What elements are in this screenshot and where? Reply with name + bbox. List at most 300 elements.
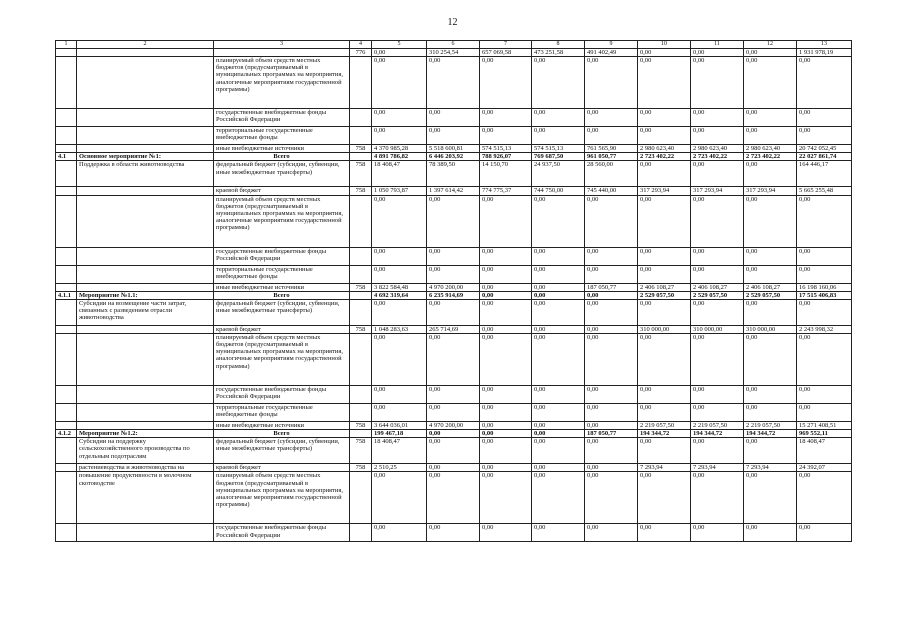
amount-cell: 0,00 [480,247,532,265]
amount-cell: 5 665 255,48 [797,187,852,195]
table-row [56,283,852,291]
amount-cell: 0,00 [638,333,691,385]
amount-cell: 0,00 [532,299,585,325]
budget-code-cell [350,153,372,161]
budget-code-cell [350,57,372,109]
funding-source-cell: Всего [214,291,350,299]
item-number-cell [56,109,77,127]
amount-cell: 0,00 [585,403,638,421]
amount-cell: 0,00 [480,385,532,403]
amount-cell: 0,00 [691,333,744,385]
amount-cell: 0,00 [480,524,532,542]
table-row [56,247,852,265]
amount-cell: 2 406 108,27 [638,283,691,291]
amount-cell: 0,00 [427,403,480,421]
funding-source-cell: государственные внебюджетные фонды Российской Федерации [214,524,350,542]
item-number-cell [56,299,77,325]
item-number-cell [56,57,77,109]
amount-cell: 961 050,77 [585,153,638,161]
amount-cell: 0,00 [532,291,585,299]
amount-cell: 0,00 [532,265,585,283]
total-row [56,430,852,438]
table-row [56,187,852,195]
amount-cell: 0,00 [691,109,744,127]
amount-cell: 0,00 [427,524,480,542]
column-number: 3 [214,41,350,49]
amount-cell: 574 515,13 [532,145,585,153]
amount-cell: 6 235 914,69 [427,291,480,299]
budget-code-cell: 758 [350,325,372,333]
amount-cell: 2 980 623,40 [638,145,691,153]
amount-cell: 0,00 [372,403,427,421]
column-number: 2 [77,41,214,49]
amount-cell: 0,00 [744,161,797,187]
amount-cell: 473 251,58 [532,49,585,57]
amount-cell: 0,00 [691,57,744,109]
column-number: 4 [350,41,372,49]
amount-cell: 0,00 [532,127,585,145]
amount-cell: 0,00 [427,438,480,464]
activity-name-cell [77,109,214,127]
amount-cell: 2 406 108,27 [744,283,797,291]
amount-cell: 574 515,13 [480,145,532,153]
funding-source-cell: федеральный бюджет (субсидии, субвенции, иные межбюджетные трансферты) [214,161,350,187]
amount-cell: 0,00 [744,195,797,247]
item-number-cell: 4.1.1 [56,291,77,299]
amount-cell: 0,00 [427,430,480,438]
activity-name-cell [77,325,214,333]
table-row [56,109,852,127]
activity-name-cell: Поддержка в области животноводства [77,161,214,187]
activity-name-cell: Субсидии на поддержку сельскохозяйственного производства по отдельным подотраслям [77,438,214,464]
amount-cell: 2 406 108,27 [691,283,744,291]
amount-cell: 0,00 [691,472,744,524]
funding-source-cell: иные внебюджетные источники [214,283,350,291]
item-number-cell [56,325,77,333]
amount-cell: 0,00 [691,127,744,145]
budget-code-cell [350,299,372,325]
column-number: 8 [532,41,585,49]
amount-cell: 0,00 [638,127,691,145]
budget-code-cell [350,333,372,385]
table-row [56,299,852,325]
amount-cell: 2 529 057,50 [744,291,797,299]
amount-cell: 0,00 [638,49,691,57]
amount-cell: 0,00 [585,333,638,385]
amount-cell: 18 408,47 [372,161,427,187]
item-number-cell [56,524,77,542]
amount-cell: 2 243 998,32 [797,325,852,333]
amount-cell: 0,00 [372,265,427,283]
activity-name-cell [77,524,214,542]
amount-cell: 0,00 [691,161,744,187]
item-number-cell [56,127,77,145]
amount-cell: 2 723 402,22 [691,153,744,161]
amount-cell: 0,00 [797,524,852,542]
amount-cell: 187 050,77 [585,283,638,291]
amount-cell: 0,00 [427,247,480,265]
amount-cell: 0,00 [532,464,585,472]
amount-cell: 0,00 [744,247,797,265]
amount-cell: 774 775,37 [480,187,532,195]
amount-cell: 0,00 [532,195,585,247]
amount-cell: 2 529 057,50 [691,291,744,299]
amount-cell: 78 389,50 [427,161,480,187]
amount-cell: 0,00 [638,57,691,109]
amount-cell: 0,00 [638,265,691,283]
amount-cell: 0,00 [585,127,638,145]
activity-name-cell [77,49,214,57]
amount-cell: 0,00 [585,109,638,127]
amount-cell: 7 293,94 [638,464,691,472]
amount-cell: 0,00 [480,57,532,109]
budget-code-cell: 758 [350,438,372,464]
item-number-cell: 4.1 [56,153,77,161]
amount-cell: 0,00 [427,299,480,325]
amount-cell: 4 891 786,82 [372,153,427,161]
amount-cell: 0,00 [744,109,797,127]
amount-cell: 744 750,00 [532,187,585,195]
amount-cell: 0,00 [372,57,427,109]
amount-cell: 0,00 [480,127,532,145]
activity-name-cell: повышение продуктивности в молочном скотоводстве [77,472,214,524]
amount-cell: 4 370 985,28 [372,145,427,153]
amount-cell: 0,00 [427,195,480,247]
amount-cell: 0,00 [691,299,744,325]
column-number: 12 [744,41,797,49]
amount-cell: 0,00 [691,438,744,464]
amount-cell: 0,00 [638,385,691,403]
funding-source-cell: Всего [214,430,350,438]
amount-cell: 0,00 [585,265,638,283]
amount-cell: 5 518 600,81 [427,145,480,153]
funding-source-cell: краевой бюджет [214,325,350,333]
amount-cell: 0,00 [480,403,532,421]
activity-name-cell [77,247,214,265]
item-number-cell [56,333,77,385]
funding-source-cell: планируемый объем средств местных бюджетов (предусматриваемый в муниципальных программах на мероприятия, аналогичные мероприятиям государственной программы) [214,195,350,247]
amount-cell: 0,00 [532,247,585,265]
amount-cell: 0,00 [797,57,852,109]
amount-cell: 0,00 [744,265,797,283]
budget-code-cell: 758 [350,464,372,472]
amount-cell: 2 723 402,22 [638,153,691,161]
amount-cell: 0,00 [372,385,427,403]
amount-cell: 0,00 [585,472,638,524]
amount-cell: 0,00 [480,430,532,438]
amount-cell: 18 408,47 [372,438,427,464]
amount-cell: 0,00 [427,385,480,403]
budget-code-cell: 758 [350,161,372,187]
amount-cell: 6 446 203,92 [427,153,480,161]
funding-source-cell: федеральный бюджет (субсидии, субвенции, иные межбюджетные трансферты) [214,299,350,325]
amount-cell: 0,00 [427,265,480,283]
funding-source-cell: государственные внебюджетные фонды Российской Федерации [214,385,350,403]
item-number-cell [56,265,77,283]
amount-cell: 0,00 [480,265,532,283]
amount-cell: 0,00 [638,472,691,524]
amount-cell: 0,00 [480,464,532,472]
item-number-cell [56,464,77,472]
amount-cell: 0,00 [532,57,585,109]
amount-cell: 16 198 160,06 [797,283,852,291]
item-number-cell [56,438,77,464]
amount-cell: 0,00 [797,333,852,385]
amount-cell: 0,00 [427,109,480,127]
funding-source-cell [214,49,350,57]
amount-cell: 310 000,00 [744,325,797,333]
budget-code-cell [350,430,372,438]
budget-code-cell [350,291,372,299]
amount-cell: 0,00 [744,472,797,524]
amount-cell: 0,00 [585,325,638,333]
table-row [56,49,852,57]
column-number: 9 [585,41,638,49]
table-row [56,385,852,403]
item-number-cell: 4.1.2 [56,430,77,438]
funding-source-cell: территориальные государственные внебюджетные фонды [214,403,350,421]
budget-code-cell [350,247,372,265]
funding-source-cell: территориальные государственные внебюджетные фонды [214,265,350,283]
amount-cell: 0,00 [638,161,691,187]
table-row [56,333,852,385]
amount-cell: 199 467,18 [372,430,427,438]
funding-source-cell: федеральный бюджет (субсидии, субвенции, иные межбюджетные трансферты) [214,438,350,464]
amount-cell: 0,00 [691,247,744,265]
activity-name-cell [77,333,214,385]
activity-name-cell [77,403,214,421]
amount-cell: 0,00 [480,291,532,299]
total-row [56,291,852,299]
activity-name-cell [77,385,214,403]
column-number: 5 [372,41,427,49]
amount-cell: 0,00 [797,109,852,127]
amount-cell: 0,00 [797,403,852,421]
amount-cell: 0,00 [585,464,638,472]
item-number-cell [56,145,77,153]
activity-name-cell: растениеводства и животноводства на [77,464,214,472]
amount-cell: 0,00 [427,333,480,385]
amount-cell: 0,00 [532,403,585,421]
budget-code-cell: 758 [350,187,372,195]
table-row [56,265,852,283]
amount-cell: 0,00 [585,247,638,265]
amount-cell: 187 050,77 [585,430,638,438]
amount-cell: 0,00 [372,49,427,57]
amount-cell: 0,00 [797,385,852,403]
budget-code-cell: 758 [350,145,372,153]
budget-code-cell: 776 [350,49,372,57]
budget-code-cell [350,109,372,127]
activity-name-cell: Субсидии на возмещение части затрат, связанных с разведением отрасли животноводства [77,299,214,325]
amount-cell: 0,00 [585,524,638,542]
activity-name-cell [77,421,214,429]
activity-name-cell [77,283,214,291]
amount-cell: 0,00 [480,421,532,429]
amount-cell: 969 552,11 [797,430,852,438]
amount-cell: 0,00 [532,109,585,127]
table-row [56,325,852,333]
amount-cell: 310 254,54 [427,49,480,57]
amount-cell: 0,00 [480,325,532,333]
amount-cell: 0,00 [427,472,480,524]
item-number-cell [56,247,77,265]
amount-cell: 17 515 406,83 [797,291,852,299]
item-number-cell [56,49,77,57]
amount-cell: 0,00 [480,195,532,247]
item-number-cell [56,403,77,421]
amount-cell: 0,00 [532,430,585,438]
amount-cell: 2 510,25 [372,464,427,472]
amount-cell: 0,00 [372,333,427,385]
item-number-cell [56,195,77,247]
budget-code-cell [350,472,372,524]
budget-code-cell [350,524,372,542]
amount-cell: 2 219 057,50 [638,421,691,429]
activity-name-cell: Мероприятие №1.2: [77,430,214,438]
total-row [56,153,852,161]
amount-cell: 769 687,50 [532,153,585,161]
item-number-cell [56,161,77,187]
amount-cell: 0,00 [532,385,585,403]
amount-cell: 0,00 [797,127,852,145]
amount-cell: 0,00 [532,472,585,524]
table-row [56,57,852,109]
amount-cell: 0,00 [372,247,427,265]
amount-cell: 0,00 [797,472,852,524]
budget-table [55,40,852,542]
column-number: 7 [480,41,532,49]
amount-cell: 0,00 [638,299,691,325]
amount-cell: 0,00 [480,283,532,291]
column-number: 13 [797,41,852,49]
amount-cell: 2 529 057,50 [638,291,691,299]
amount-cell: 164 446,17 [797,161,852,187]
amount-cell: 0,00 [372,524,427,542]
amount-cell: 0,00 [797,247,852,265]
amount-cell: 194 344,72 [691,430,744,438]
amount-cell: 0,00 [744,49,797,57]
amount-cell: 0,00 [585,291,638,299]
activity-name-cell [77,187,214,195]
amount-cell: 0,00 [372,109,427,127]
page-number: 12 [447,17,458,28]
amount-cell: 0,00 [744,403,797,421]
amount-cell: 0,00 [532,524,585,542]
activity-name-cell [77,57,214,109]
amount-cell: 761 565,90 [585,145,638,153]
amount-cell: 0,00 [427,464,480,472]
amount-cell: 0,00 [638,524,691,542]
column-number: 11 [691,41,744,49]
amount-cell: 2 723 402,22 [744,153,797,161]
amount-cell: 0,00 [638,109,691,127]
amount-cell: 1 050 793,87 [372,187,427,195]
amount-cell: 0,00 [585,299,638,325]
activity-name-cell: Мероприятие №1.1: [77,291,214,299]
amount-cell: 0,00 [427,127,480,145]
amount-cell: 0,00 [480,299,532,325]
amount-cell: 0,00 [585,57,638,109]
amount-cell: 0,00 [691,49,744,57]
budget-code-cell [350,127,372,145]
amount-cell: 3 644 036,01 [372,421,427,429]
amount-cell: 0,00 [744,438,797,464]
amount-cell: 0,00 [638,403,691,421]
column-number: 1 [56,41,77,49]
table-row [56,161,852,187]
budget-code-cell: 758 [350,421,372,429]
amount-cell: 0,00 [691,524,744,542]
budget-code-cell [350,385,372,403]
table-row [56,195,852,247]
item-number-cell [56,385,77,403]
amount-cell: 0,00 [744,57,797,109]
budget-code-cell [350,195,372,247]
amount-cell: 0,00 [372,195,427,247]
amount-cell: 788 926,07 [480,153,532,161]
amount-cell: 0,00 [585,385,638,403]
amount-cell: 0,00 [532,438,585,464]
activity-name-cell: Основное мероприятие №1: [77,153,214,161]
item-number-cell [56,421,77,429]
amount-cell: 24 937,50 [532,161,585,187]
amount-cell: 317 293,94 [691,187,744,195]
budget-code-cell [350,403,372,421]
table-row [56,127,852,145]
amount-cell: 310 000,00 [638,325,691,333]
table-row [56,403,852,421]
amount-cell: 0,00 [744,524,797,542]
budget-code-cell [350,265,372,283]
amount-cell: 0,00 [744,385,797,403]
activity-name-cell [77,265,214,283]
amount-cell: 15 271 408,51 [797,421,852,429]
amount-cell: 0,00 [744,299,797,325]
funding-source-cell: краевой бюджет [214,464,350,472]
activity-name-cell [77,145,214,153]
funding-source-cell: Всего [214,153,350,161]
item-number-cell [56,472,77,524]
amount-cell: 317 293,94 [638,187,691,195]
amount-cell: 310 000,00 [691,325,744,333]
amount-cell: 2 219 057,50 [691,421,744,429]
amount-cell: 0,00 [532,283,585,291]
amount-cell: 265 714,69 [427,325,480,333]
funding-source-cell: государственные внебюджетные фонды Российской Федерации [214,247,350,265]
amount-cell: 18 408,47 [797,438,852,464]
funding-source-cell: иные внебюджетные источники [214,145,350,153]
amount-cell: 0,00 [480,438,532,464]
amount-cell: 4 970 200,00 [427,283,480,291]
amount-cell: 3 822 584,48 [372,283,427,291]
amount-cell: 4 970 200,00 [427,421,480,429]
amount-cell: 0,00 [585,438,638,464]
amount-cell: 745 440,00 [585,187,638,195]
amount-cell: 1 931 978,19 [797,49,852,57]
amount-cell: 0,00 [744,127,797,145]
table-row [56,472,852,524]
amount-cell: 317 293,94 [744,187,797,195]
amount-cell: 0,00 [532,333,585,385]
amount-cell: 0,00 [532,325,585,333]
amount-cell: 0,00 [691,385,744,403]
amount-cell: 14 150,70 [480,161,532,187]
funding-source-cell: государственные внебюджетные фонды Российской Федерации [214,109,350,127]
item-number-cell [56,283,77,291]
table-row [56,438,852,464]
amount-cell: 0,00 [372,472,427,524]
